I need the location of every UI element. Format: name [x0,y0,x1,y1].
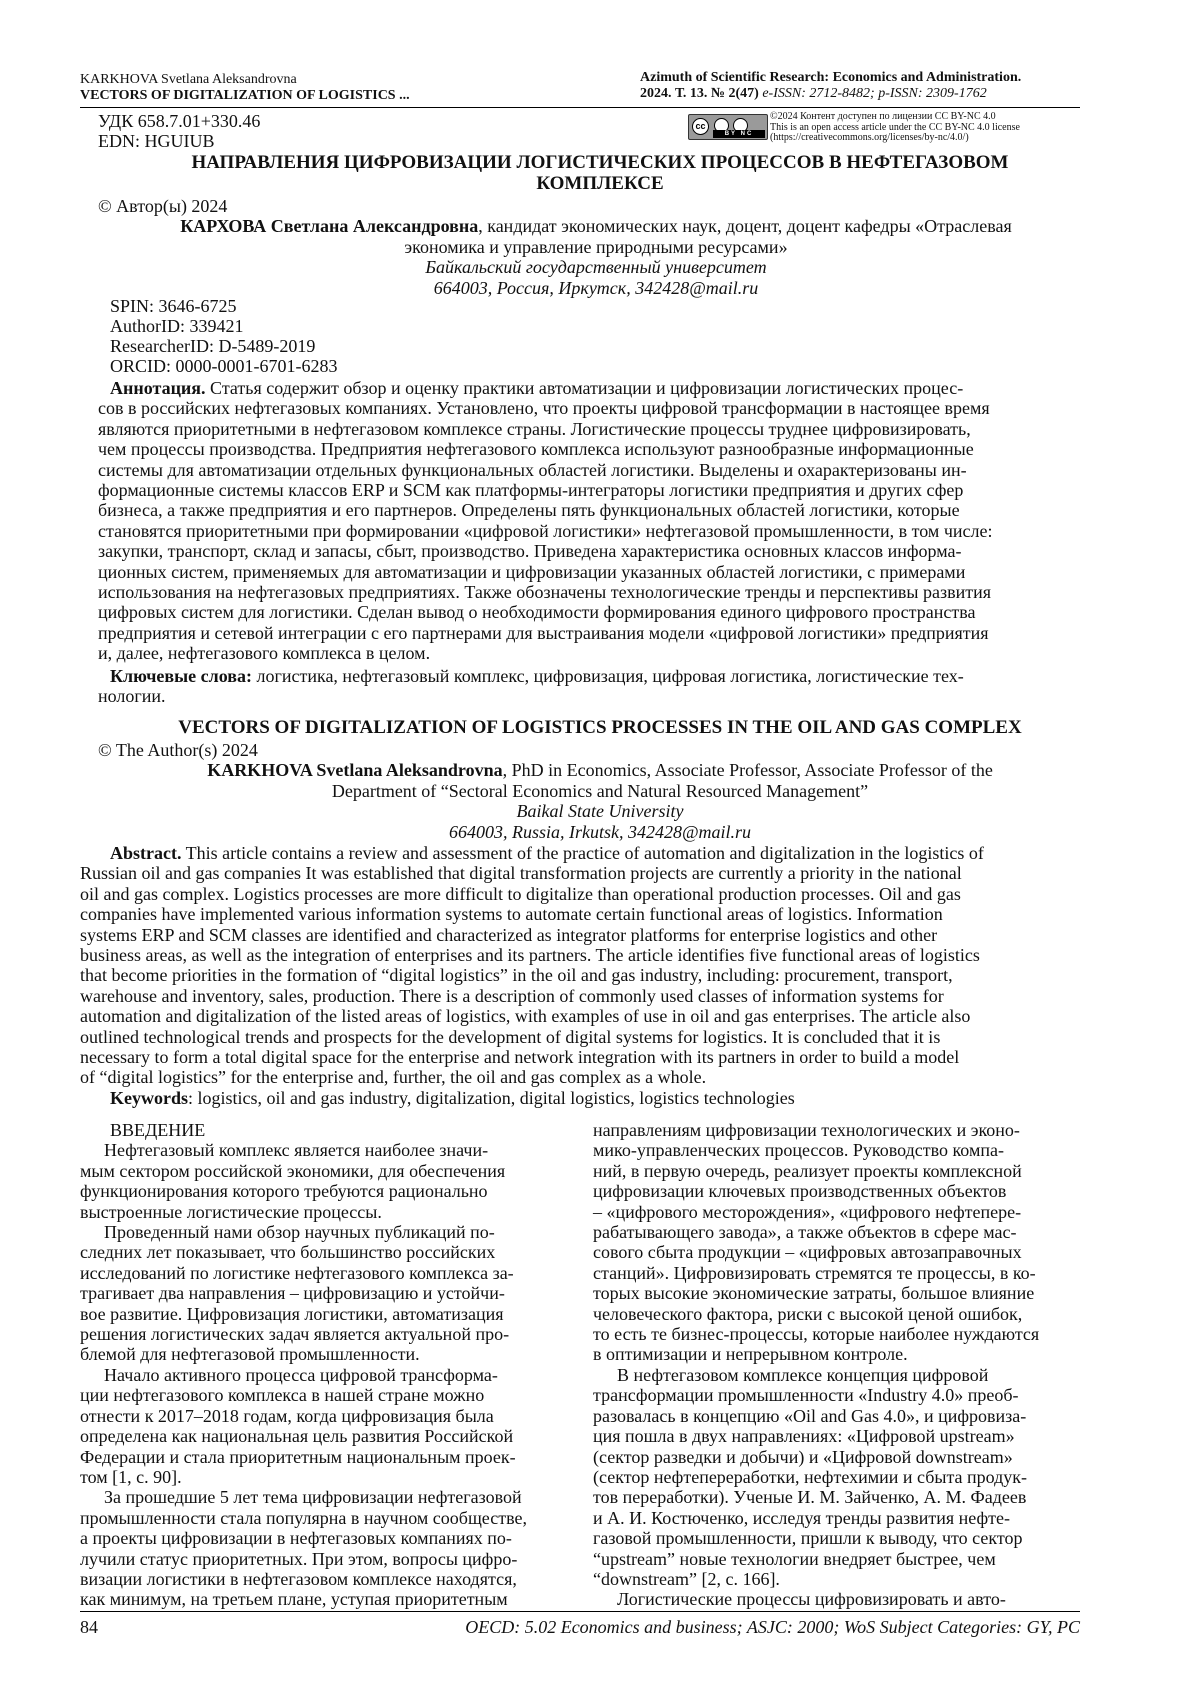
abstract-en-line: of “digital logistics” for the enterprise and, further, the oil and gas complex as a whole. [80,1067,707,1088]
body-line: ний, в первую очередь, реализует проекты комплексной [593,1160,1022,1181]
abstract-ru-line: являются приоритетными в нефтегазовом комплексе страны. Логистические процессы труднее цифровизировать, [98,418,971,439]
keywords-label-ru: Ключевые слова: [110,666,252,686]
university-en: Baikal State University [516,801,684,821]
body-line: В нефтегазовом комплексе концепция цифровой [617,1364,989,1385]
researcher-id: ResearcherID: D-5489-2019 [110,336,316,356]
running-header-right [640,70,1080,102]
header-divider [80,107,1080,108]
address-ru: 664003, Россия, Иркутск, 342428@mail.ru [433,277,759,298]
article-title-en: VECTORS OF DIGITALIZATION OF LOGISTICS PROCESSES IN THE OIL AND GAS COMPLEX [178,717,1022,738]
abstract-ru-line: закупки, транспорт, склад и запасы, сбыт, производство. Приведена характеристика основных классов информа- [98,541,962,562]
body-line: Начало активного процесса цифровой трансформа- [104,1364,498,1385]
udk-code: УДК 658.7.01+330.46 [98,111,261,131]
journal-issn: e-ISSN: 2712-8482; p-ISSN: 2309-1762 [762,86,987,101]
abstract-en-line: This article contains a review and assessment of the practice of automation and digitalization in the logistics of [181,843,984,863]
abstract-ru-line: и, далее, нефтегазового комплекса в целом. [98,643,431,664]
abstract-en-line: oil and gas complex. Logistics processes are more difficult to digitalize than operational production processes. Oil and gas [80,883,961,904]
body-line: ции нефтегазового комплекса в нашей стране можно [80,1385,485,1406]
article-codes [98,111,260,151]
license-line-ru: ©2024 Контент доступен по лицензии CC BY-NC 4.0 [770,111,996,122]
license-text [770,112,1090,144]
abstract-label-en: Abstract. [110,843,182,863]
body-line: направлениям цифровизации технологических и эконо- [593,1120,1020,1140]
body-line: функционирования которого требуются рационально [80,1181,488,1202]
body-line: – «цифрового месторождения», «цифрового нефтепере- [593,1201,1022,1222]
subject-classification: OECD: 5.02 Economics and business; ASJC: 2000; WoS Subject Categories: GY, PC [465,1617,1080,1637]
body-column-right [593,1120,1083,1610]
abstract-label-ru: Аннотация. [110,378,206,398]
keywords-label-en: Keywords [110,1088,188,1108]
body-line: трансформации промышленности «Industry 4.0» преоб- [593,1385,1019,1406]
author-identifiers [110,296,338,376]
body-line: промышленности стала популярна в научном сообществе, [80,1507,527,1528]
author-affil-en: , PhD in Economics, Associate Professor, Associate Professor of the [502,760,993,780]
body-line: ция пошла в двух направлениях: «Цифровой upstream» [593,1426,1015,1447]
cc-badge-label: BY NC [713,130,765,138]
body-line: решения логистических задач является актуальной про- [80,1324,510,1345]
author-line-en [80,760,1120,781]
running-header-title: VECTORS OF DIGITALIZATION OF LOGISTICS ... [80,88,410,103]
address-en: 664003, Russia, Irkutsk, 342428@mail.ru [448,821,752,842]
license-url[interactable]: (https://creativecommons.org/licenses/by-nc/4.0/) [770,132,969,143]
body-line: тов переработки). Ученые И. М. Зайченко, А. М. Фадеев [593,1487,1027,1508]
body-line: цифровизации ключевых производственных объектов [593,1181,1007,1202]
body-line: разовалась в концепцию «Oil and Gas 4.0», и цифровиза- [593,1405,1027,1426]
abstract-ru [98,378,1078,664]
spin-id: SPIN: 3646-6725 [110,296,237,316]
body-line: торых высокие экономические затраты, большое влияние [593,1283,1035,1304]
body-line: Логистические процессы цифровизировать и авто- [617,1589,1006,1610]
body-line: выстроенные логистические процессы. [80,1201,382,1222]
abstract-en-line: systems ERP and SCM classes are identified and characterized as integrator platforms for enterprise logistics and other [80,924,938,945]
body-column-left [80,1120,570,1610]
abstract-ru-line: использования на нефтегазовых предприятиях. Также обозначены технологические тренды и перспективы развития [98,582,992,603]
body-line: а проекты цифровизации в нефтегазовых компаниях по- [80,1528,512,1549]
body-line: станций». Цифровизировать стремятся те процессы, в ко- [593,1262,1036,1283]
license-line-en: This is an open access article under the CC BY-NC 4.0 license [770,121,1020,133]
footer-divider [80,1611,1080,1612]
copyright-ru: © Автор(ы) 2024 [98,196,228,216]
running-header-author: KARKHOVA Svetlana Aleksandrovna [80,72,297,87]
keywords-en [80,1088,1080,1108]
abstract-en-line: outlined technological trends and prospects for the development of digital systems for logistics. It is concluded that it is [80,1026,941,1047]
copyright-en: © The Author(s) 2024 [98,740,258,760]
abstract-ru-line: бизнеса, а также предприятия и его партнеров. Определены пять функциональных областей логистики, которые [98,500,960,521]
body-line: отнести к 2017–2018 годам, когда цифровизация была [80,1405,494,1426]
author-line-ru [96,216,1096,237]
body-line: лучили статус приоритетных. При этом, вопросы цифро- [80,1548,518,1569]
page-number: 84 [80,1617,98,1637]
title-ru-line: КОМПЛЕКСЕ [536,173,664,194]
author-id: AuthorID: 339421 [110,316,244,336]
title-ru-line: НАПРАВЛЕНИЯ ЦИФРОВИЗАЦИИ ЛОГИСТИЧЕСКИХ ПРОЦЕССОВ В НЕФТЕГАЗОВОМ [191,152,1009,173]
body-line: следних лет показывает, что большинство российских [80,1242,496,1263]
author-info-ru [96,216,1096,298]
edn-code: EDN: HGUIUB [98,131,215,151]
body-line: За прошедшие 5 лет тема цифровизации нефтегазовой [104,1487,522,1508]
keywords-ru-text: логистика, нефтегазовый комплекс, цифровизация, цифровая логистика, логистические тех- [251,666,964,686]
body-line: блемой для нефтегазовой промышленности. [80,1344,420,1365]
body-line: Нефтегазовый комплекс является наиболее значи- [104,1140,489,1161]
abstract-en-line: Russian oil and gas companies It was established that digital transformation projects are currently a priority in the national [80,863,962,884]
abstract-en-line: warehouse and inventory, sales, production. There is a description of commonly used classes of information systems for [80,985,944,1006]
author-dept-ru: экономика и управление природными ресурсами» [404,236,788,257]
abstract-ru-line: ционных систем, применяемых для автоматизации и цифровизации указанных областей логистики, с примерами [98,561,966,582]
body-line: том [1, с. 90]. [80,1466,182,1487]
abstract-ru-line: чем процессы производства. Предприятия нефтегазового комплекса используют разнообразные информационные [98,439,974,460]
body-line: как минимум, на третьем плане, уступая приоритетным [80,1589,508,1610]
journal-issue-line [640,86,1080,102]
abstract-ru-line: сов в российских нефтегазовых компаниях. Установлено, что проекты цифровой трансформации в настоящее время [98,398,990,419]
abstract-en-line: necessary to form a total digital space for the enterprise and network integration with its partners in order to build a model [80,1047,960,1068]
body-line: трагивает два направления – цифровизацию и устойчи- [80,1283,505,1304]
abstract-en-line: that become priorities in the formation of “digital logistics” in the oil and gas industry, including: procurement, transport, [80,965,953,986]
keywords-ru [98,666,1078,707]
body-line: человеческого фактора, риски с высокой ценой ошибок, [593,1303,1023,1324]
body-line: и А. И. Костюченко, исследуя тренды развития нефте- [593,1507,1010,1528]
body-line: газовой промышленности, пришли к выводу, что сектор [593,1528,1023,1549]
body-line: Проведенный нами обзор научных публикаций по- [104,1222,495,1243]
abstract-ru-line: предприятия и сетевой интеграции с его партнерами для выстраивания модели «цифровой логистики» предприятия [98,622,989,643]
journal-name: Azimuth of Scientific Research: Economics and Administration. [640,70,1022,85]
body-line: то есть те бизнес-процессы, которые наиболее нуждаются [593,1324,1040,1345]
keywords-ru-text: нологии. [98,686,166,707]
keywords-en-text: : logistics, oil and gas industry, digitalization, digital logistics, logistics technologies [188,1088,795,1108]
abstract-en-line: companies have implemented various information systems to automate certain functional areas of logistics. Information [80,904,943,925]
body-line: мико-управленческих процессов. Руководство компа- [593,1140,1004,1161]
body-line: определена как национальная цель развития Российской [80,1426,514,1447]
body-line: (сектор разведки и добычи) и «Цифровой downstream» [593,1446,1013,1467]
abstract-ru-line: становятся приоритетными при формировании «цифровой логистики» нефтегазовой промышленности, в том числе: [98,520,993,541]
author-dept-en: Department of “Sectoral Economics and Natural Resourced Management” [331,780,869,801]
running-header-left [80,72,600,104]
university-ru: Байкальский государственный университет [425,257,767,277]
journal-issue: 2024. Т. 13. № 2(47) [640,86,759,101]
body-line: вое развитие. Цифровизация логистики, автоматизация [80,1303,504,1324]
abstract-en-line: automation and digitalization of the listed areas of logistics, with examples of use in oil and gas enterprises. The article also [80,1006,971,1027]
author-name-en: KARKHOVA Svetlana Aleksandrovna [207,760,503,780]
license-block [688,112,1088,144]
orcid-id: ORCID: 0000-0001-6701-6283 [110,356,338,376]
author-affil-ru: , кандидат экономических наук, доцент, доцент кафедры «Отраслевая [478,216,1012,236]
body-line: исследований по логистике нефтегазового комплекса за- [80,1262,514,1283]
body-line: сового сбыта продукции – «цифровых автозаправочных [593,1242,1022,1263]
section-heading: ВВЕДЕНИЕ [110,1120,206,1140]
body-line: “upstream” новые технологии внедряет быстрее, чем [593,1548,996,1569]
cc-license-icon: cc BY NC [688,114,768,140]
abstract-ru-line: формационные системы классов ERP и SCM как платформы-интеграторы логистики предприятия и других сфер [98,480,964,501]
body-line: “downstream” [2, с. 166]. [593,1568,780,1589]
abstract-ru-line: системы для автоматизации отдельных функциональных областей логистики. Выделены и охарактеризованы ин- [98,459,967,480]
body-line: Федерации и стала приоритетным национальным проек- [80,1446,516,1467]
body-line: мым сектором российской экономики, для обеспечения [80,1160,506,1181]
article-title-ru [130,152,1070,194]
abstract-ru-line: Статья содержит обзор и оценку практики автоматизации и цифровизации логистических процес- [205,378,964,398]
author-info-en [80,760,1120,842]
author-name-ru: КАРХОВА Светлана Александровна [180,216,479,236]
body-line: в оптимизации и непрерывном контроле. [593,1344,908,1365]
abstract-en-line: business areas, as well as the integration of enterprises and its partners. The article identifies five functional areas of logistics [80,945,980,966]
body-line: рабатывающего завода», а также объектов в сфере мас- [593,1222,1017,1243]
abstract-en [80,843,1080,1088]
body-line: визации логистики в нефтегазовом комплексе находятся, [80,1568,517,1589]
body-line: (сектор нефтепереработки, нефтехимии и сбыта продук- [593,1466,1028,1487]
abstract-ru-line: цифровых систем для логистики. Сделан вывод о необходимости формирования единого цифрового пространства [98,602,976,623]
